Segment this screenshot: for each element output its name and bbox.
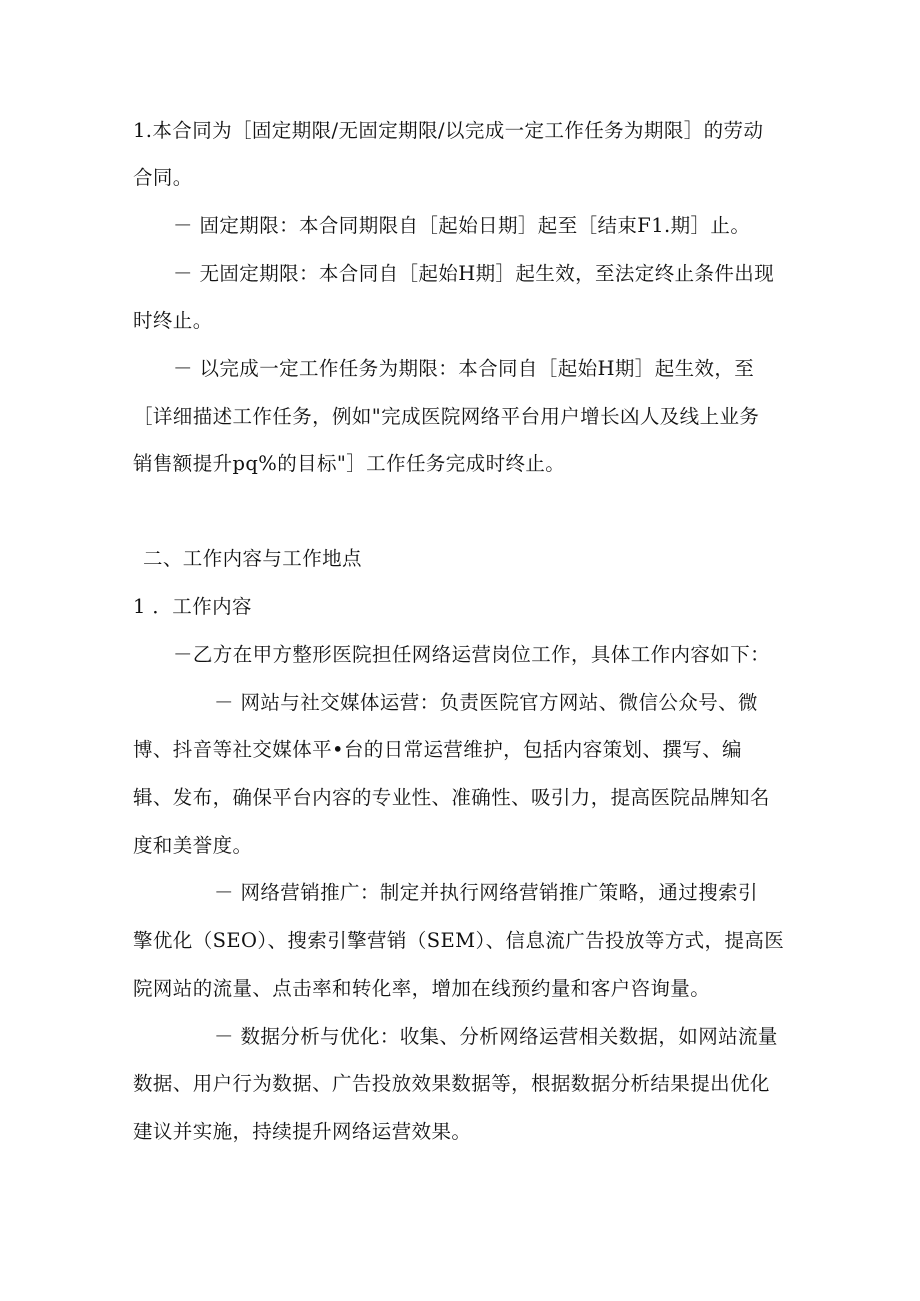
data-analysis-item-line-2: 数据、用户行为数据、广告投放效果数据等，根据数据分析结果提出优化 bbox=[133, 1072, 770, 1095]
data-analysis-item-line-3: 建议并实施，持续提升网络运营效果。 bbox=[133, 1120, 472, 1143]
work-content-intro: －乙方在甲方整形医院担任网络运营岗位工作，具体工作内容如下： bbox=[173, 643, 771, 666]
network-marketing-item-line-3: 院网站的流量、点击率和转化率，增加在线预约量和客户咨询量。 bbox=[133, 977, 711, 1000]
task-term-item-line-3: 销售额提升pq%的目标"］工作任务完成时终止。 bbox=[133, 452, 566, 475]
fixed-term-item: － 固定期限：本合同期限自［起始日期］起至［结束F1.期］止。 bbox=[173, 214, 751, 237]
open-term-item-line-2: 时终止。 bbox=[133, 309, 213, 332]
task-term-item-line-2: ［详细描述工作任务，例如"完成医院网络平台用户增长凶人及线上业务 bbox=[133, 405, 760, 428]
section-heading: 二、工作内容与工作地点 bbox=[143, 547, 362, 570]
task-term-item-line-1: － 以完成一定工作任务为期限：本合同自［起始H期］起生效，至 bbox=[173, 357, 755, 380]
contract-term-clause-line-2: 合同。 bbox=[133, 166, 193, 189]
website-operations-item-line-3: 辑、发布，确保平台内容的专业性、准确性、吸引力，提高医院品牌知名 bbox=[133, 786, 770, 809]
open-term-item-line-1: － 无固定期限：本合同自［起始H期］起生效，至法定终止条件出现 bbox=[173, 262, 775, 285]
network-marketing-item-line-2: 擎优化（SEO）、搜索引擎营销（SEM）、信息流广告投放等方式，提高医 bbox=[133, 929, 785, 952]
sub-heading-work-content: 1 ．工作内容 bbox=[133, 595, 252, 618]
website-operations-item-line-1: － 网站与社交媒体运营：负责医院官方网站、微信公众号、微 bbox=[214, 691, 758, 714]
contract-term-clause-line-1: 1.本合同为［固定期限/无固定期限/以完成一定工作任务为期限］的劳动 bbox=[133, 119, 764, 142]
network-marketing-item-line-1: － 网络营销推广：制定并执行网络营销推广策略，通过搜索引 bbox=[214, 881, 758, 904]
data-analysis-item-line-1: － 数据分析与优化：收集、分析网络运营相关数据，如网站流量 bbox=[214, 1025, 778, 1048]
website-operations-item-line-2: 博、抖音等社交媒体平•台的日常运营维护，包括内容策划、撰写、编 bbox=[133, 738, 742, 761]
website-operations-item-line-4: 度和美誉度。 bbox=[133, 834, 253, 857]
